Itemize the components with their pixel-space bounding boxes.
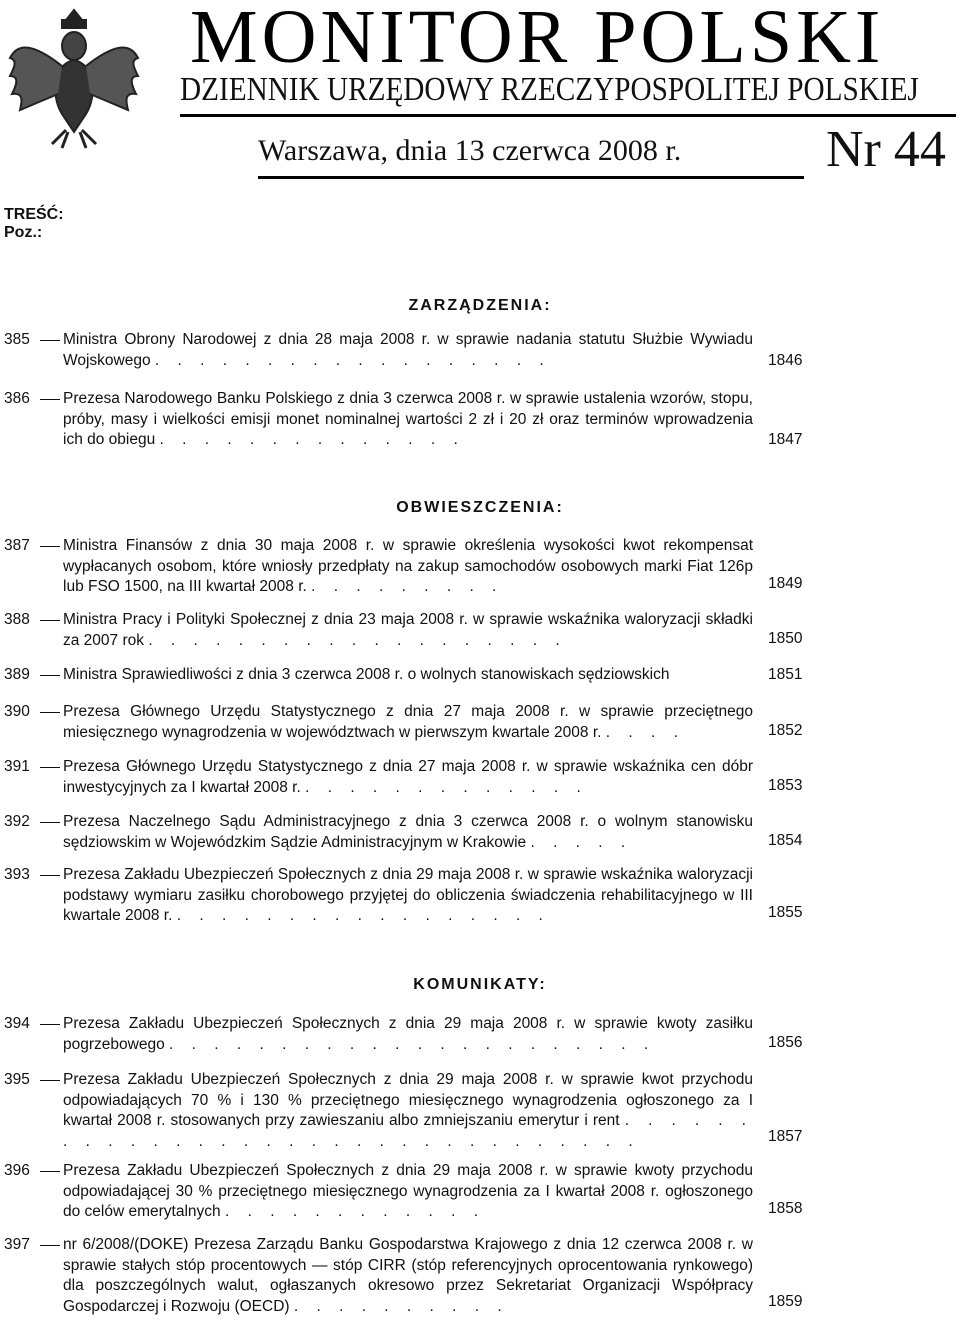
item-number: 396 (4, 1162, 30, 1179)
contents-label: TREŚĆ: (4, 206, 64, 223)
item-dash (40, 1171, 60, 1172)
item-dash (40, 822, 60, 823)
item-page: 1852 (768, 722, 803, 739)
item-text: Prezesa Głównego Urzędu Statystycznego z dnia 27 maja 2008 r. w sprawie wskaźnika cen dóbr inwestycyjnych za I kwartał 2008 r. . . . . . . . . . . . . . (63, 758, 753, 796)
item-number: 395 (4, 1071, 30, 1088)
item-text: Prezesa Zakładu Ubezpieczeń Społecznych z dnia 29 maja 2008 r. w sprawie wskaźnika waloryzacji podstawy wymiaru zasiłku chorobowego przyjętej do obliczenia świadczenia rehabilitacyjnego w III kwartale 2008 r. . . . . . . . . . . . . . . . . . (63, 866, 753, 924)
publication-subtitle: DZIENNIK URZĘDOWY RZECZYPOSPOLITEJ POLSKIEJ (180, 71, 919, 108)
item-number: 392 (4, 813, 30, 830)
item-page: 1856 (768, 1034, 803, 1051)
issue-number: Nr 44 (826, 121, 946, 178)
item-page: 1846 (768, 352, 803, 369)
section-heading-obwieszczenia: OBWIESZCZENIA: (396, 499, 564, 516)
item-dash (40, 546, 60, 547)
item-page: 1847 (768, 431, 803, 448)
section-heading-zarzadzenia: ZARZĄDZENIA: (408, 297, 552, 314)
item-text: Prezesa Zakładu Ubezpieczeń Społecznych z dnia 29 maja 2008 r. w sprawie kwot przychodu odpowiadających 70 % i 130 % przeciętnego miesięcznego wynagrodzenia ogłoszonego za I kwartał 2008 r. stosowanych przy zawieszaniu albo zmniejszaniu emerytur i rent . . . . . . . . . . . . . . . . . . . . . . . . . . . . . . . . (63, 1071, 753, 1150)
item-number: 391 (4, 758, 30, 775)
item-page: 1850 (768, 630, 803, 647)
item-dash (40, 767, 60, 768)
item-text: Ministra Pracy i Polityki Społecznej z dnia 23 maja 2008 r. w sprawie wskaźnika waloryzacji składki za 2007 rok . . . . . . . . . . . . . . . . . . . (63, 611, 753, 649)
item-text: Ministra Obrony Narodowej z dnia 28 maja 2008 r. w sprawie nadania statutu Służbie Wywiadu Wojskowego . . . . . . . . . . . . . . . . . . (63, 331, 753, 369)
item-dash (40, 340, 60, 341)
item-page: 1855 (768, 904, 803, 921)
item-page: 1853 (768, 777, 803, 794)
date-underline (258, 176, 804, 179)
item-number: 390 (4, 703, 30, 720)
item-number: 385 (4, 331, 30, 348)
item-dash (40, 1245, 60, 1246)
item-text: Prezesa Narodowego Banku Polskiego z dnia 3 czerwca 2008 r. w sprawie ustalenia wzorów, stopu, próby, masy i wielkości emisji monet nominalnej wartości 2 zł i 20 zł oraz terminów wprowadzenia ich do obiegu . . . . . . . . . . . . . . (63, 390, 753, 448)
item-dash (40, 620, 60, 621)
item-number: 394 (4, 1015, 30, 1032)
item-number: 397 (4, 1236, 30, 1253)
item-page: 1859 (768, 1293, 803, 1310)
item-dash (40, 1024, 60, 1025)
item-number: 386 (4, 390, 30, 407)
position-label: Poz.: (4, 224, 43, 241)
publication-title: MONITOR POLSKI (190, 0, 885, 79)
item-page: 1858 (768, 1200, 803, 1217)
item-page: 1851 (768, 666, 803, 683)
item-number: 389 (4, 666, 30, 683)
polish-eagle-emblem (4, 4, 144, 152)
item-text: Prezesa Zakładu Ubezpieczeń Społecznych z dnia 29 maja 2008 r. w sprawie kwoty zasiłku pogrzebowego . . . . . . . . . . . . . . . . . . . . . . (63, 1015, 753, 1053)
item-text: Ministra Sprawiedliwości z dnia 3 czerwca 2008 r. o wolnych stanowiskach sędziowskich (63, 666, 670, 683)
item-page: 1854 (768, 832, 803, 849)
item-text: Prezesa Głównego Urzędu Statystycznego z dnia 27 maja 2008 r. w sprawie przeciętnego miesięcznego wynagrodzenia w województwach w pierwszym kwartale 2008 r. . . . . (63, 703, 753, 741)
item-dash (40, 675, 60, 676)
item-dash (40, 875, 60, 876)
item-number: 387 (4, 537, 30, 554)
item-dash (40, 1080, 60, 1081)
issue-place-date: Warszawa, dnia 13 czerwca 2008 r. (258, 134, 682, 167)
section-heading-komunikaty: KOMUNIKATY: (413, 976, 547, 993)
item-number: 388 (4, 611, 30, 628)
header-divider (180, 114, 956, 117)
item-text: Prezesa Zakładu Ubezpieczeń Społecznych z dnia 29 maja 2008 r. w sprawie kwoty przychodu odpowiadającej 30 % przeciętnego miesięcznego wynagrodzenia za I kwartał 2008 r. ogłoszonego do celów emerytalnych . . . . . . . . . . . . (63, 1162, 753, 1220)
item-text: Ministra Finansów z dnia 30 maja 2008 r. w sprawie określenia wysokości kwot rekompensat wypłacanych osobom, które wniosły przedpłaty na zakup samochodów osobowych marki Fiat 126p lub FSO 1500, na III kwartał 2008 r. . . . . . . . . . (63, 537, 753, 595)
item-dash (40, 399, 60, 400)
item-text: nr 6/2008/(DOKE) Prezesa Zarządu Banku Gospodarstwa Krajowego z dnia 12 czerwca 2008 r. w sprawie stałych stóp procentowych — stóp CIRR (stóp referencyjnych oprocentowania rynkowego) dla poszczególnych walut, ogłaszanych okresowo przez Sekretariat Organizacji Współpracy Gospodarczej i Rozwoju (OECD) . . . . . . . . . . (63, 1236, 753, 1315)
item-dash (40, 712, 60, 713)
item-number: 393 (4, 866, 30, 883)
item-page: 1857 (768, 1128, 803, 1145)
item-text: Prezesa Naczelnego Sądu Administracyjnego z dnia 3 czerwca 2008 r. o wolnym stanowisku sędziowskim w Wojewódzkim Sądzie Administracyjnym w Krakowie . . . . . (63, 813, 753, 851)
item-page: 1849 (768, 575, 803, 592)
